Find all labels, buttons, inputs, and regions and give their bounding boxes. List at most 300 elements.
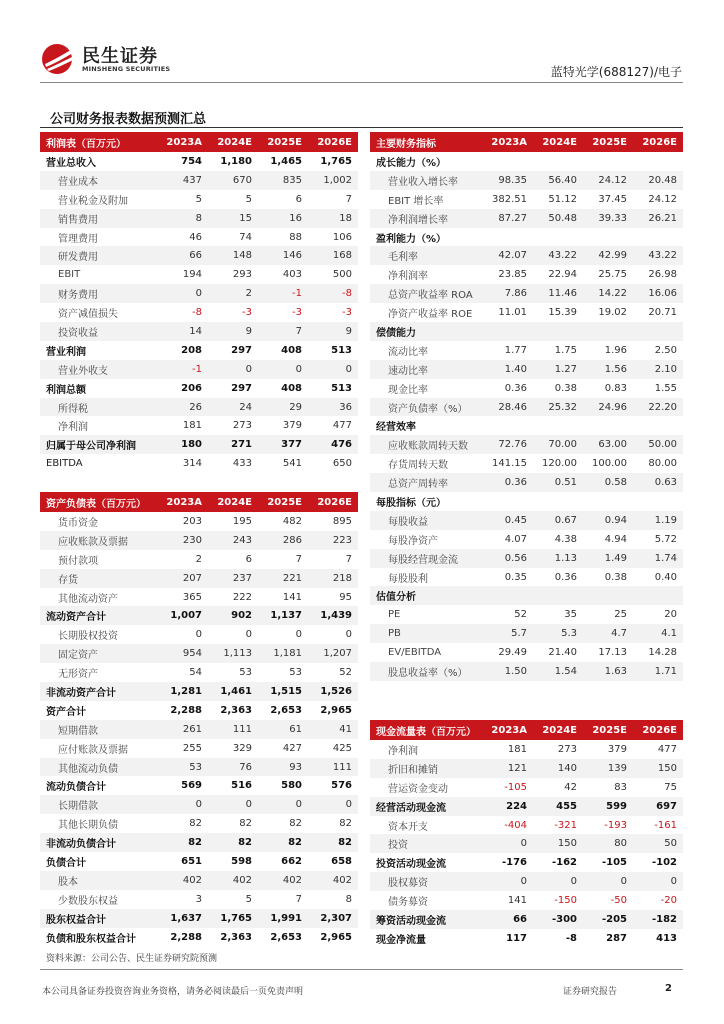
year-header-cell: 2025E: [583, 720, 633, 740]
value-cell: 902: [208, 606, 258, 625]
value-cell: 148: [208, 246, 258, 265]
value-cell: 650: [332, 458, 352, 470]
value-cell: 658: [331, 855, 352, 867]
value-cell: 1,180: [220, 155, 252, 167]
value-cell: -1: [158, 360, 208, 379]
value-cell: 598: [231, 855, 252, 867]
value-cell: 1,181: [258, 644, 308, 663]
value-cell: 20.71: [648, 307, 677, 319]
value-cell: 0: [245, 629, 252, 641]
footer-disclaimer: 本公司具备证券投资咨询业务资格，请务必阅读最后一页免责声明: [42, 987, 304, 997]
value-cell: [483, 492, 533, 511]
value-cell: 22.20: [633, 398, 683, 417]
row-label: 预付款项: [58, 555, 98, 567]
value-cell: 835: [258, 171, 308, 190]
row-label: 估值分析: [370, 586, 483, 605]
value-cell: 0.51: [533, 473, 583, 492]
value-cell: 0: [158, 284, 208, 303]
value-cell: 1.63: [583, 662, 633, 681]
value-cell: 50.48: [533, 209, 583, 228]
row-label: 营业成本: [40, 171, 158, 190]
year-header-cell: 2026E: [633, 132, 683, 152]
row-label: EBIT: [58, 269, 81, 281]
value-cell: 0: [308, 360, 358, 379]
value-cell: 106: [332, 231, 352, 243]
value-cell: -3: [242, 307, 252, 319]
value-cell: 670: [208, 171, 258, 190]
value-cell: 53: [289, 667, 302, 679]
row-label: 成长能力（%）: [376, 157, 447, 169]
value-cell: 1.50: [483, 662, 533, 681]
row-label: 净利润: [388, 745, 418, 757]
value-cell: 954: [158, 644, 208, 663]
table-title-cell: 现金流量表（百万元）: [370, 720, 483, 740]
value-cell: 0.45: [483, 511, 533, 530]
table-row: [40, 152, 358, 171]
value-cell: 1.19: [633, 511, 683, 530]
row-label: 财务费用: [40, 284, 158, 303]
table-row: [40, 322, 358, 341]
value-cell: 22.94: [548, 269, 577, 281]
value-cell: 2,288: [170, 931, 202, 943]
row-label: 应收账款及票据: [40, 531, 158, 550]
table-row: [370, 834, 683, 853]
value-cell: -8: [565, 932, 577, 944]
value-cell: 35: [564, 609, 577, 621]
value-cell: 42.07: [483, 246, 533, 265]
value-cell: -193: [604, 819, 627, 831]
value-cell: -150: [554, 895, 577, 907]
table-row: [40, 720, 358, 739]
value-cell: 19.02: [598, 307, 627, 319]
value-cell: 377: [258, 435, 308, 454]
value-cell: 437: [158, 171, 208, 190]
row-label: 现金比率: [388, 384, 428, 396]
table-row: [40, 644, 358, 663]
value-cell: 0.36: [504, 382, 527, 394]
row-label: 股息收益率（%）: [370, 662, 483, 681]
table-row: [40, 701, 358, 720]
table-row: [370, 643, 683, 662]
table-row: [370, 190, 683, 209]
value-cell: 25.75: [598, 269, 627, 281]
value-cell: [583, 322, 633, 341]
table-row: [370, 246, 683, 265]
value-cell: 181: [507, 743, 527, 755]
value-cell: 168: [308, 246, 358, 265]
table-row: [40, 928, 358, 947]
table-row: [40, 303, 358, 322]
value-cell: 0: [533, 872, 583, 891]
value-cell: 5: [245, 893, 252, 905]
table-row: [370, 435, 683, 454]
row-label: 净利润率: [388, 271, 428, 283]
table-row: [40, 606, 358, 625]
value-cell: 0: [258, 795, 308, 814]
value-cell: 181: [182, 420, 202, 432]
year-header-cell: 2024E: [533, 132, 583, 152]
value-cell: 52: [514, 609, 527, 621]
row-label: 营业总收入: [46, 157, 96, 169]
value-cell: 1.71: [633, 662, 683, 681]
table-row: [40, 663, 358, 682]
row-label: 其他流动负债: [40, 758, 158, 777]
value-cell: 662: [281, 855, 302, 867]
value-cell: 223: [308, 531, 358, 550]
table-row: [370, 284, 683, 303]
value-cell: 25: [614, 609, 627, 621]
table-title-cell: 资产负债表（百万元）: [40, 492, 158, 512]
value-cell: 1,765: [320, 155, 352, 167]
value-cell: 1,137: [258, 606, 308, 625]
value-cell: 206: [181, 382, 202, 394]
row-label: EBITDA: [46, 458, 83, 470]
value-cell: 24: [208, 398, 258, 417]
value-cell: 150: [533, 834, 583, 853]
value-cell: [483, 322, 533, 341]
value-cell: 80: [583, 834, 633, 853]
value-cell: 0: [483, 872, 533, 891]
value-cell: 141: [282, 591, 302, 603]
value-cell: 0.58: [583, 473, 633, 492]
key-indicators-table: [370, 132, 683, 681]
value-cell: -105: [601, 857, 627, 869]
table-row: [40, 833, 358, 852]
row-label: 营业利润: [46, 346, 86, 358]
value-cell: 0: [308, 795, 358, 814]
value-cell: 51.12: [548, 193, 577, 205]
header-divider: [40, 82, 683, 83]
row-label: 无形资产: [58, 669, 98, 681]
value-cell: 2,965: [320, 704, 352, 716]
value-cell: 697: [633, 797, 683, 816]
value-cell: 477: [657, 743, 677, 755]
value-cell: 0.36: [554, 571, 577, 583]
value-cell: 476: [308, 435, 358, 454]
row-label: 短期借款: [40, 720, 158, 739]
value-cell: 0.63: [633, 473, 683, 492]
value-cell: 402: [308, 871, 358, 890]
table-header-row: [370, 132, 683, 152]
row-label: 总资产收益率 ROA: [370, 284, 483, 303]
value-cell: 1.96: [604, 344, 627, 356]
value-cell: 100.00: [592, 458, 627, 470]
value-cell: 4.1: [633, 624, 683, 643]
value-cell: 651: [181, 855, 202, 867]
value-cell: 0.38: [554, 382, 577, 394]
value-cell: 4.7: [583, 624, 633, 643]
table-row: [40, 531, 358, 550]
value-cell: 9: [208, 322, 258, 341]
table-row: [370, 171, 683, 190]
table-row: [370, 759, 683, 778]
table-row: [40, 398, 358, 417]
value-cell: 402: [258, 871, 308, 890]
value-cell: 329: [232, 742, 252, 754]
row-label: 固定资产: [40, 644, 158, 663]
year-header-cell: 2023A: [483, 132, 533, 152]
value-cell: 1.54: [533, 662, 583, 681]
value-cell: 66: [158, 246, 208, 265]
page-number: 2: [665, 983, 672, 994]
value-cell: -105: [504, 781, 527, 793]
table-row: [370, 322, 683, 341]
table-row: [40, 739, 358, 758]
row-label: 营业税金及附加: [58, 195, 128, 207]
value-cell: 513: [331, 382, 352, 394]
row-label: 净资产收益率 ROE: [388, 309, 473, 321]
value-cell: 1,765: [208, 909, 258, 928]
value-cell: 4.07: [504, 533, 527, 545]
row-label: 经营效率: [376, 422, 416, 434]
value-cell: 599: [583, 797, 633, 816]
value-cell: 2: [195, 553, 202, 565]
value-cell: [533, 492, 583, 511]
value-cell: 14.22: [583, 284, 633, 303]
value-cell: 1,465: [270, 155, 302, 167]
value-cell: 7: [295, 893, 302, 905]
value-cell: 98.35: [483, 171, 533, 190]
data-source-note: 资料来源：公司公告、民生证券研究院预测: [46, 954, 218, 964]
value-cell: 0.38: [604, 571, 627, 583]
value-cell: 150: [633, 759, 683, 778]
value-cell: 237: [208, 569, 258, 588]
table-row: [370, 454, 683, 473]
table-row: [370, 740, 683, 759]
value-cell: [533, 416, 583, 435]
year-header-cell: 2023A: [158, 492, 208, 512]
year-header-cell: 2023A: [158, 132, 208, 152]
value-cell: 46: [189, 231, 202, 243]
value-cell: 4.38: [554, 533, 577, 545]
value-cell: 20.48: [633, 171, 683, 190]
row-label: 长期股权投资: [58, 631, 118, 643]
table-row: [40, 776, 358, 795]
value-cell: 408: [281, 344, 302, 356]
value-cell: [633, 416, 683, 435]
table-row: [370, 605, 683, 624]
value-cell: 70.00: [533, 435, 583, 454]
value-cell: -300: [533, 910, 583, 929]
value-cell: 0: [258, 360, 308, 379]
value-cell: 43.22: [633, 246, 683, 265]
table-header-row: [40, 492, 358, 512]
page-header: [0, 0, 724, 90]
value-cell: 5: [245, 193, 252, 205]
row-label: 股本: [40, 871, 158, 890]
value-cell: 8: [158, 209, 208, 228]
row-label: 资本开支: [388, 821, 428, 833]
value-cell: -1: [258, 284, 308, 303]
value-cell: 1,113: [208, 644, 258, 663]
value-cell: 1.74: [633, 549, 683, 568]
row-label: 经营活动现金流: [370, 797, 483, 816]
value-cell: 413: [656, 932, 677, 944]
value-cell: [633, 228, 683, 247]
row-label: 其他流动资产: [58, 593, 118, 605]
value-cell: 6: [245, 553, 252, 565]
value-cell: 1,007: [158, 606, 208, 625]
row-label: 营业外收支: [40, 360, 158, 379]
section-title: 公司财务报表数据预测汇总: [50, 112, 207, 127]
minsheng-logo-icon: [40, 42, 78, 76]
table-row: [40, 550, 358, 569]
value-cell: 121: [483, 759, 533, 778]
table-row: [370, 929, 683, 948]
value-cell: 74: [239, 231, 252, 243]
table-row: [370, 568, 683, 587]
table-row: [40, 360, 358, 379]
value-cell: 230: [158, 531, 208, 550]
value-cell: 2: [208, 284, 258, 303]
value-cell: 23.85: [498, 269, 527, 281]
row-label: 速动比率: [370, 360, 483, 379]
value-cell: 2,363: [220, 704, 252, 716]
value-cell: 2,653: [270, 704, 302, 716]
table-row: [40, 852, 358, 871]
value-cell: 0.35: [504, 571, 527, 583]
value-cell: 50.00: [633, 435, 683, 454]
row-label: 归属于母公司净利润: [40, 435, 158, 454]
value-cell: 286: [258, 531, 308, 550]
row-label: 筹资活动现金流: [370, 910, 483, 929]
value-cell: -50: [610, 895, 627, 907]
value-cell: 271: [208, 435, 258, 454]
row-label: 流动资产合计: [40, 606, 158, 625]
value-cell: 88: [289, 231, 302, 243]
row-label: 每股股利: [388, 573, 428, 585]
row-label: 负债合计: [46, 857, 86, 869]
value-cell: 2,307: [308, 909, 358, 928]
table-row: [40, 341, 358, 360]
value-cell: 28.46: [483, 398, 533, 417]
table-row: [370, 853, 683, 872]
value-cell: 146: [258, 246, 308, 265]
row-label: 净利润增长率: [370, 209, 483, 228]
table-row: [370, 530, 683, 549]
value-cell: 1.13: [533, 549, 583, 568]
value-cell: 314: [182, 458, 202, 470]
value-cell: 293: [232, 269, 252, 281]
table-row: [40, 190, 358, 209]
table-row: [40, 758, 358, 777]
value-cell: 2.50: [654, 344, 677, 356]
value-cell: 11.46: [533, 284, 583, 303]
value-cell: 61: [258, 720, 308, 739]
row-label: 其他长期负债: [58, 820, 118, 832]
row-label: 投资: [370, 834, 483, 853]
year-header-cell: 2025E: [258, 132, 308, 152]
value-cell: 3: [195, 893, 202, 905]
logo-text-en: MINSHENG SECURITIES: [82, 65, 171, 73]
value-cell: [583, 492, 633, 511]
value-cell: 0: [483, 834, 533, 853]
value-cell: 433: [232, 458, 252, 470]
value-cell: -321: [554, 819, 577, 831]
value-cell: 16.06: [633, 284, 683, 303]
table-row: [40, 890, 358, 909]
value-cell: 427: [282, 742, 302, 754]
value-cell: 16: [258, 209, 308, 228]
value-cell: -404: [504, 819, 527, 831]
row-label: 折旧和摊销: [370, 759, 483, 778]
value-cell: 379: [282, 420, 302, 432]
value-cell: 87.27: [483, 209, 533, 228]
value-cell: [483, 152, 533, 171]
row-label: 负债和股东权益合计: [46, 933, 136, 945]
year-header-cell: 2023A: [483, 720, 533, 740]
value-cell: 516: [231, 780, 252, 792]
table-row: [40, 171, 358, 190]
row-label: 存货: [40, 569, 158, 588]
value-cell: 482: [282, 515, 302, 527]
value-cell: 1,207: [308, 644, 358, 663]
value-cell: 224: [483, 797, 533, 816]
value-cell: 14: [158, 322, 208, 341]
value-cell: 6: [295, 193, 302, 205]
table-row: [40, 228, 358, 247]
value-cell: 24.96: [583, 398, 633, 417]
row-label: 利润总额: [46, 384, 86, 396]
value-cell: 576: [331, 780, 352, 792]
value-cell: 29: [258, 398, 308, 417]
value-cell: -176: [501, 857, 527, 869]
row-label: 营运资金变动: [388, 783, 448, 795]
row-label: 每股净资产: [388, 535, 438, 547]
value-cell: 221: [258, 569, 308, 588]
value-cell: 7: [345, 553, 352, 565]
value-cell: -162: [551, 857, 577, 869]
row-label: 货币资金: [58, 517, 98, 529]
value-cell: 53: [239, 667, 252, 679]
table-row: [370, 416, 683, 435]
row-label: 偿债能力: [370, 322, 483, 341]
value-cell: 0: [208, 795, 258, 814]
table-header-row: [370, 720, 683, 740]
value-cell: 42: [564, 781, 577, 793]
value-cell: 194: [182, 269, 202, 281]
table-row: [370, 816, 683, 835]
value-cell: 541: [282, 458, 302, 470]
row-label: 管理费用: [58, 233, 98, 245]
year-header-cell: 2026E: [308, 492, 358, 512]
table-row: [40, 682, 358, 701]
row-label: 资产合计: [46, 706, 86, 718]
value-cell: 1,526: [308, 682, 358, 701]
value-cell: 141: [507, 895, 527, 907]
row-label: PB: [370, 624, 483, 643]
row-label: 流动负债合计: [46, 782, 106, 794]
value-cell: 2,965: [320, 931, 352, 943]
row-label: 债务募资: [388, 897, 428, 909]
value-cell: 1,002: [308, 171, 358, 190]
value-cell: 297: [231, 382, 252, 394]
row-label: 股权募资: [370, 872, 483, 891]
value-cell: 0.83: [604, 382, 627, 394]
table-row: [370, 872, 683, 891]
value-cell: 218: [308, 569, 358, 588]
value-cell: 0: [583, 872, 633, 891]
row-label: EV/EBITDA: [388, 647, 442, 659]
table-row: [40, 909, 358, 928]
value-cell: 403: [282, 269, 302, 281]
value-cell: 895: [332, 515, 352, 527]
year-header-cell: 2024E: [533, 720, 583, 740]
value-cell: 11.01: [498, 307, 527, 319]
year-header-cell: 2026E: [633, 720, 683, 740]
table-row: [40, 588, 358, 607]
value-cell: 0: [345, 629, 352, 641]
